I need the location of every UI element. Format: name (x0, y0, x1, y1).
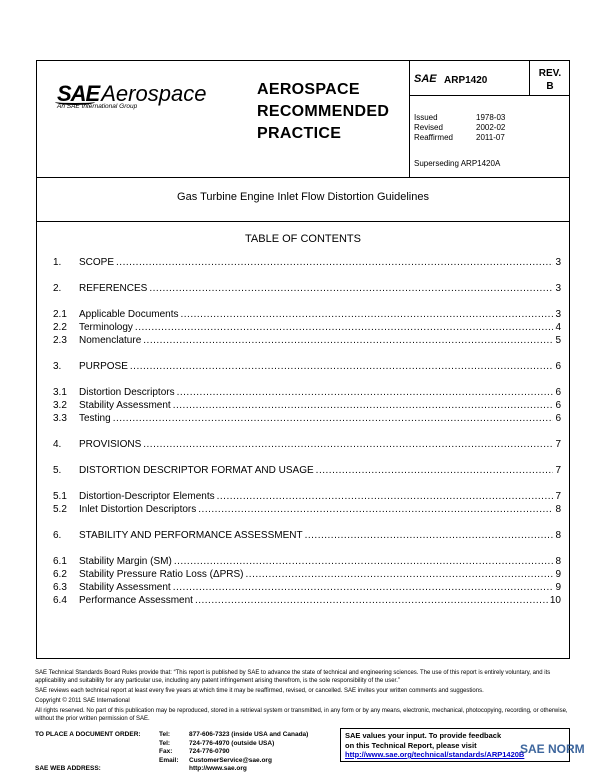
toc-entry-number: 2.2 (53, 322, 67, 333)
toc-entry-number: 6.3 (53, 582, 67, 593)
title-line-2: RECOMMENDED (257, 103, 390, 120)
toc-entry-number: 6.4 (53, 595, 67, 606)
toc-entry-label: Testing (79, 413, 111, 424)
toc-leader-dots (246, 569, 554, 580)
toc-entry[interactable] (53, 582, 561, 595)
toc-leader-dots (177, 387, 554, 398)
toc-entry-label: Inlet Distortion Descriptors (79, 504, 197, 515)
toc-entry[interactable] (53, 439, 561, 452)
document-frame (36, 60, 570, 659)
document-type-title (257, 79, 407, 145)
toc-leader-dots (143, 335, 553, 346)
toc-entry-label: Stability Assessment (79, 582, 171, 593)
tel2-value: 724-776-4970 (outside USA) (189, 739, 275, 747)
toc-entry-page: 6 (555, 400, 561, 411)
reaffirmed-label: Reaffirmed (414, 133, 453, 142)
toc-entry[interactable] (53, 595, 561, 608)
toc-entry-label: Terminology (79, 322, 133, 333)
toc-entry-number: 6. (53, 530, 62, 541)
web-label: SAE WEB ADDRESS: (35, 765, 101, 772)
logo-cell (37, 61, 247, 177)
toc-entry-label: Nomenclature (79, 335, 142, 346)
toc-entry-number: 3.1 (53, 387, 67, 398)
toc-entry-number: 6.1 (53, 556, 67, 567)
toc-entry-page: 8 (555, 504, 561, 515)
footer-review-paragraph: SAE reviews each technical report at least every five years at which time it may be reaffirmed, revised, or cancelled. SAE invites your written comments and suggestions. (35, 688, 484, 694)
toc-entry[interactable] (53, 491, 561, 504)
title-line-1: AEROSPACE (257, 81, 360, 98)
toc-leader-dots (130, 361, 554, 372)
legal-footer (35, 669, 570, 725)
toc-entry-page: 8 (555, 556, 561, 567)
document-dates (414, 113, 505, 143)
fax-value: 724-776-0790 (189, 748, 230, 755)
toc-entry-page: 6 (555, 413, 561, 424)
toc-entry-label: Applicable Documents (79, 309, 179, 320)
toc-leader-dots (143, 439, 553, 450)
toc-entry-number: 2. (53, 283, 62, 294)
toc-entry[interactable] (53, 335, 561, 348)
document-subtitle: Gas Turbine Engine Inlet Flow Distortion Guidelines (177, 191, 429, 203)
toc-entry[interactable] (53, 413, 561, 426)
tel-label: Tel: (159, 731, 171, 738)
footer-copyright: Copyright © 2011 SAE International (35, 698, 130, 704)
toc-entry-page: 4 (555, 322, 561, 333)
toc-entry-number: 4. (53, 439, 62, 450)
revision-box (529, 61, 570, 96)
toc-entry-page: 7 (555, 439, 561, 450)
superseding-note: Superseding ARP1420A (414, 159, 501, 168)
toc-entry-page: 9 (555, 582, 561, 593)
sae-norm-watermark: SAE NORM (520, 742, 585, 756)
toc-entry-label: Performance Assessment (79, 595, 193, 606)
toc-entry-label: STABILITY AND PERFORMANCE ASSESSMENT (79, 530, 303, 541)
toc-leader-dots (173, 582, 554, 593)
toc-entry-page: 7 (555, 465, 561, 476)
tel-value: 877-606-7323 (inside USA and Canada) (189, 731, 309, 738)
toc-leader-dots (198, 504, 553, 515)
toc-entry-page: 6 (555, 387, 561, 398)
toc-entry-number: 5.1 (53, 491, 67, 502)
toc-entry-page: 3 (555, 309, 561, 320)
toc-leader-dots (305, 530, 554, 541)
toc-entry-label: Stability Margin (SM) (79, 556, 172, 567)
revised-label: Revised (414, 123, 443, 132)
toc-entry[interactable] (53, 309, 561, 322)
toc-entry-number: 3.3 (53, 413, 67, 424)
toc-leader-dots (113, 413, 554, 424)
logo-sae-text: SAE (57, 81, 100, 106)
subtitle-band (37, 177, 569, 222)
toc-entry-label: DISTORTION DESCRIPTOR FORMAT AND USAGE (79, 465, 314, 476)
title-line-3: PRACTICE (257, 125, 342, 142)
email-label: Email: (159, 756, 179, 764)
toc-heading: TABLE OF CONTENTS (245, 233, 361, 245)
toc-entry[interactable] (53, 400, 561, 413)
toc-entry-page: 8 (555, 530, 561, 541)
toc-entry-number: 2.1 (53, 309, 67, 320)
toc-leader-dots (174, 556, 554, 567)
feedback-link[interactable]: http://www.sae.org/technical/standards/ARP1420B (345, 750, 525, 759)
toc-entry-number: 5. (53, 465, 62, 476)
feedback-line-2: on this Technical Report, please visit (345, 740, 477, 750)
feedback-line-1: SAE values your input. To provide feedback (345, 731, 502, 740)
toc-entry[interactable] (53, 569, 561, 582)
sae-mini-logo: SAE (414, 73, 437, 85)
toc-entry-number: 6.2 (53, 569, 67, 580)
revised-value: 2002-02 (476, 123, 506, 132)
toc-entry-page: 7 (555, 491, 561, 502)
toc-entry-number: 3.2 (53, 400, 67, 411)
footer-rules-paragraph: SAE Technical Standards Board Rules provide that: “This report is published by SAE to advance the state of technical and engineering sciences. The use of this report is entirely voluntary, and its applicability and suitability for any particular use, including any patent infringement arising therefrom, is the sole responsibility of the user.” (35, 670, 551, 684)
toc-entry-label: Distortion Descriptors (79, 387, 175, 398)
toc-entry-label: PURPOSE (79, 361, 128, 372)
toc-leader-dots (195, 595, 548, 606)
toc-entry-label: REFERENCES (79, 283, 148, 294)
toc-entry[interactable] (53, 257, 561, 270)
fax-label: Fax: (159, 748, 173, 755)
document-header (37, 61, 569, 178)
toc-entry[interactable] (53, 361, 561, 374)
toc-entry-number: 1. (53, 257, 62, 268)
footer-rights-paragraph: All rights reserved. No part of this publication may be reproduced, stored in a retrieval system or transmitted, in any form or by any means, electronic, mechanical, photocopying, recording, or otherwise, without the prior written permission of SAE. (35, 708, 568, 722)
toc-entry-label: SCOPE (79, 257, 115, 268)
toc-entry-page: 5 (555, 335, 561, 346)
toc-entry-page: 9 (555, 569, 561, 580)
toc-entry-page: 3 (555, 257, 561, 268)
toc-leader-dots (173, 400, 554, 411)
toc-leader-dots (135, 322, 554, 333)
toc-entry[interactable] (53, 283, 561, 296)
toc-entry-label: Stability Assessment (79, 400, 171, 411)
toc-leader-dots (116, 257, 553, 268)
toc-leader-dots (181, 309, 554, 320)
toc-leader-dots (149, 283, 553, 294)
document-number: ARP1420 (444, 75, 488, 86)
rev-value: B (546, 81, 554, 92)
toc-leader-dots (217, 491, 554, 502)
email-value[interactable]: CustomerService@sae.org (189, 756, 272, 764)
issued-label: Issued (414, 113, 438, 122)
toc-entry-label: Distortion-Descriptor Elements (79, 491, 215, 502)
toc-entry-label: PROVISIONS (79, 439, 142, 450)
tel2-label: Tel: (159, 739, 171, 747)
issued-value: 1978-03 (476, 113, 506, 122)
logo-aerospace-text: Aerospace (101, 81, 207, 106)
toc-entry-number: 3. (53, 361, 62, 372)
logo-tagline: An SAE International Group (57, 103, 138, 110)
reaffirmed-value: 2011-07 (476, 133, 505, 142)
toc-entry[interactable] (53, 530, 561, 543)
toc-entry-page: 6 (555, 361, 561, 372)
rev-label: REV. (538, 68, 562, 79)
toc-entry-number: 5.2 (53, 504, 67, 515)
toc-entry[interactable] (53, 387, 561, 400)
toc-entry-page: 10 (549, 595, 561, 606)
toc-entry-label: Stability Pressure Ratio Loss (ΔPRS) (79, 569, 244, 580)
toc-entry-number: 2.3 (53, 335, 67, 346)
toc-entry[interactable] (53, 465, 561, 478)
document-info-cell (409, 61, 530, 177)
toc-leader-dots (316, 465, 554, 476)
document-number-box (410, 61, 530, 96)
toc-entry[interactable] (53, 504, 561, 517)
order-contact-block (35, 731, 308, 774)
web-value[interactable]: http://www.sae.org (189, 765, 247, 772)
toc-entry[interactable] (53, 556, 561, 569)
toc-entry[interactable] (53, 322, 561, 335)
toc-entry-page: 3 (555, 283, 561, 294)
order-label: TO PLACE A DOCUMENT ORDER: (35, 731, 141, 738)
